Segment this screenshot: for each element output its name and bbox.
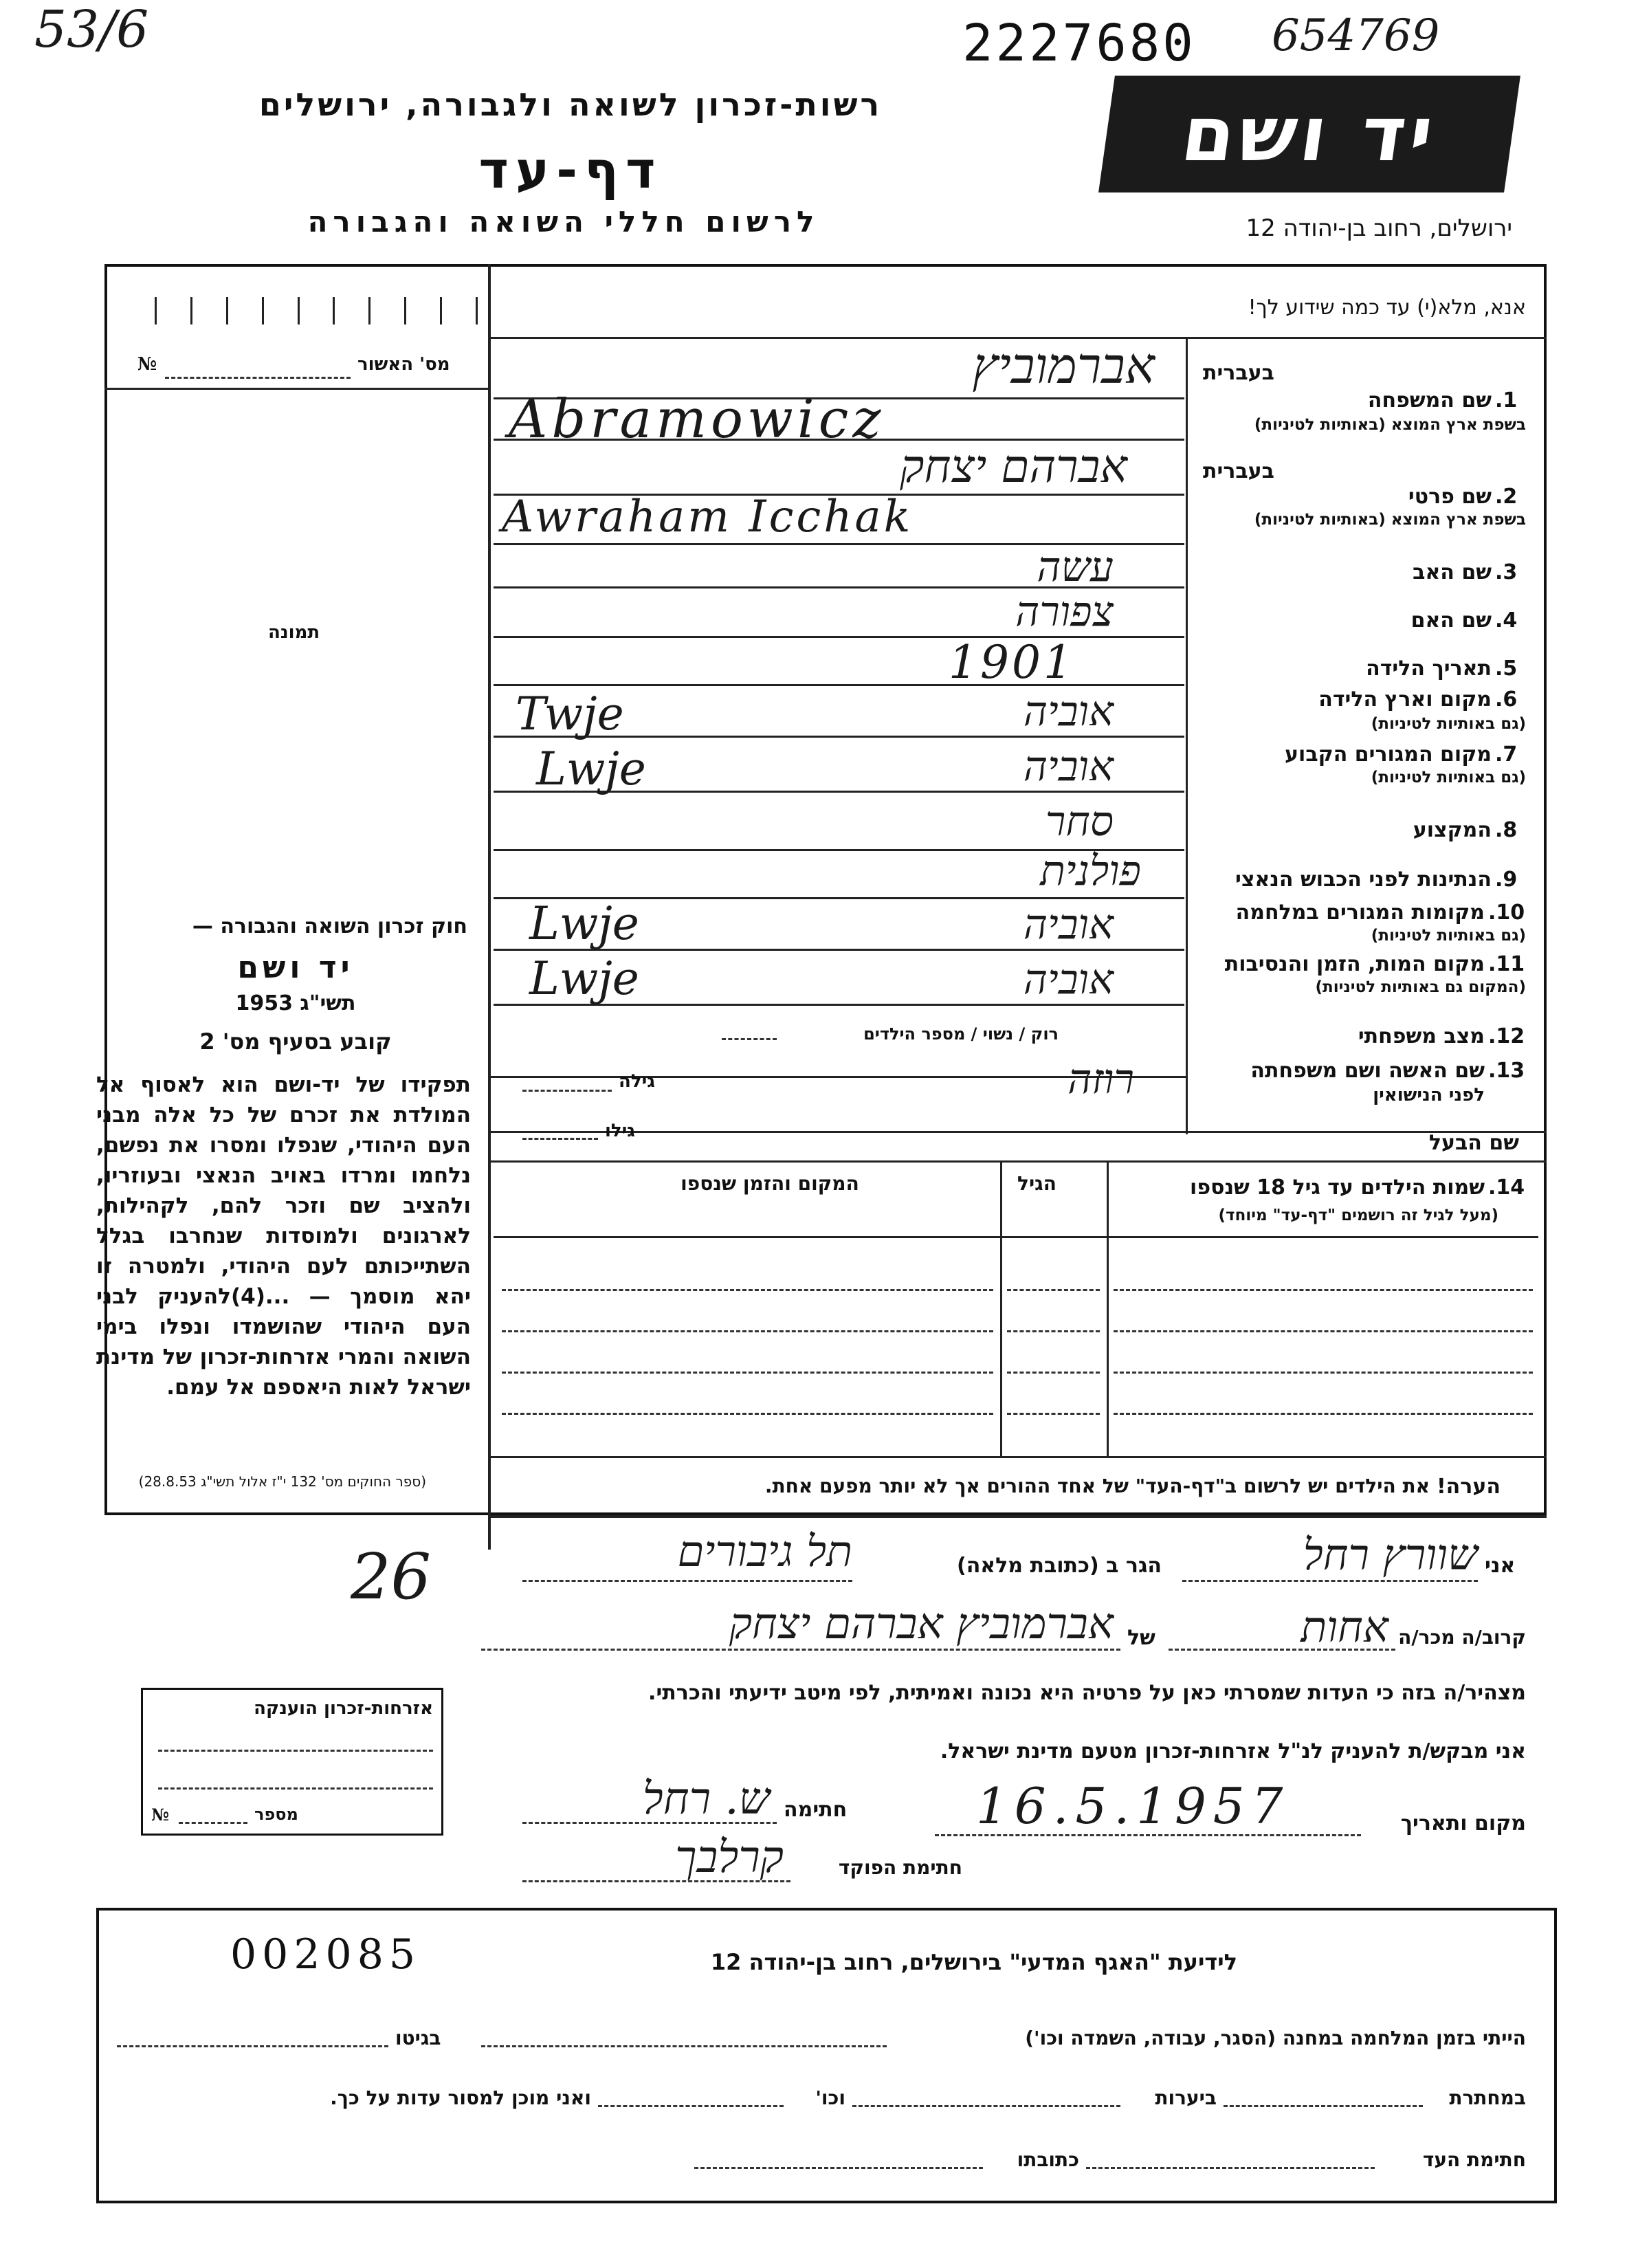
field-1-label: שם המשפחה bbox=[1367, 388, 1492, 412]
law-heading: חוק זכרון השואה והגבורה — bbox=[192, 914, 467, 938]
field-4-label: שם האם bbox=[1410, 608, 1492, 632]
children-top-line bbox=[488, 1160, 1547, 1163]
children-row-line bbox=[1114, 1289, 1533, 1291]
law-clause: קובע בסעיף מס' 2 bbox=[199, 1028, 392, 1055]
footer-witness-signature-label: חתימת העד bbox=[1422, 2148, 1526, 2171]
footer-forests-line bbox=[852, 2105, 1120, 2107]
field-14-number: 14. bbox=[1488, 1176, 1525, 1200]
corner-note: 53/6 bbox=[34, 0, 149, 59]
law-body: תפקידו של יד-ושם הוא לאסוף אל המולדת את זכרם של כל אלה מבני העם היהודי, שנפלו ומסרו את נפשם, נלחמו ומרדו באויב הנאצי ובעוזריו, ולהציב שם וזכר להם, לקהילות, לארגונים ולמוסדות שנחרבו בגלל השתייכותם לעם היהודי, ולמטרה זו יהא מוסמך — ...(4)להעניק לבני העם היהודי שהושמדו ונפלו בימי השואה והמרי אזרחות-זכרון של מדינת ישראל לאות היאספם אל עמם. bbox=[96, 1072, 471, 1400]
field-10-value-hebrew: אוביה bbox=[1023, 901, 1114, 949]
field-2-sub: בשפת ארץ המוצא (באותיות לטיניות) bbox=[1254, 511, 1526, 529]
children-row-line bbox=[1114, 1413, 1533, 1415]
field-6-sub: (גם באותיות לטיניות) bbox=[1371, 715, 1526, 733]
field-6-number: 6. bbox=[1495, 687, 1518, 712]
citizenship-line bbox=[158, 1750, 433, 1752]
field-11-value-hebrew: אוביה bbox=[1023, 956, 1114, 1004]
husband-age-line bbox=[522, 1138, 598, 1140]
yad-vashem-logo bbox=[1098, 76, 1520, 192]
signature-label: חתימה bbox=[784, 1798, 848, 1822]
footer-heading: לידיעת "האגף המדעי" בירושלים, רחוב בן-יהודה 12 bbox=[710, 1949, 1237, 1975]
field-7-value-latin: Lwje bbox=[536, 742, 646, 795]
children-place-header: המקום והזמן שנספו bbox=[680, 1172, 859, 1195]
field-3-number: 3. bbox=[1495, 560, 1518, 584]
field-1-value-hebrew: אברמוביץ bbox=[972, 337, 1155, 395]
instruction-text: אנא, מלא(י) עד כמה שידוע לך! bbox=[1248, 296, 1526, 320]
children-bottom-line bbox=[488, 1456, 1547, 1458]
of-value: אברמוביץ אברהם יצחק bbox=[729, 1598, 1114, 1649]
of-label: של bbox=[1127, 1626, 1155, 1650]
children-row-line bbox=[1114, 1372, 1533, 1374]
field-5-label: תאריך הלידה bbox=[1366, 657, 1492, 681]
field-3-value: עשה bbox=[1037, 543, 1114, 591]
footer-camp-label: הייתי בזמן המלחמה במחנה (הסגר, עבודה, השמדה וכו') bbox=[1025, 2027, 1526, 2049]
field-3-label: שם האב bbox=[1413, 560, 1492, 584]
declarant-name-line bbox=[1182, 1580, 1478, 1582]
of-line bbox=[481, 1649, 1120, 1651]
logo-text: יד ושם bbox=[1176, 90, 1443, 178]
field-9-number: 9. bbox=[1495, 868, 1518, 892]
row-line bbox=[494, 684, 1184, 686]
footer-forests-label: ביערות bbox=[1155, 2087, 1217, 2109]
law-name: יד ושם bbox=[237, 950, 354, 985]
field-5-value: 1901 bbox=[949, 636, 1075, 689]
living-label: הגר ב (כתובת מלאה) bbox=[956, 1554, 1162, 1578]
field-8-number: 8. bbox=[1495, 818, 1518, 842]
field-13-number: 13. bbox=[1488, 1059, 1525, 1083]
citizenship-title: אזרחות-זכרון הוענקה bbox=[254, 1698, 433, 1719]
children-row-line bbox=[1007, 1372, 1100, 1374]
field-1-sub: בשפת ארץ המוצא (באותיות לטיניות) bbox=[1254, 416, 1526, 434]
official-signature-line bbox=[522, 1880, 790, 1882]
citizenship-number-line bbox=[179, 1822, 247, 1824]
husband-label: שם הבעל bbox=[1428, 1131, 1519, 1155]
field-11-number: 11. bbox=[1488, 952, 1525, 976]
declarant-i-label: אני bbox=[1485, 1554, 1516, 1578]
field-8-value: סחר bbox=[1045, 797, 1114, 846]
note-text: את הילדים יש לרשום ב"דף-העד" של אחד ההורים אך לא יותר מפעם אחת. bbox=[764, 1475, 1430, 1497]
husband-age-label: גילו bbox=[605, 1121, 635, 1141]
signature-value: ש. רחל bbox=[642, 1774, 770, 1825]
field-14-sub: (מעל לגיל זה רושמים "דף-עד" מיוחד) bbox=[1218, 1207, 1498, 1224]
field-4-number: 4. bbox=[1495, 608, 1518, 632]
children-row-line bbox=[494, 1236, 1538, 1238]
label-column-divider bbox=[1186, 337, 1188, 1134]
field-11-value-latin: Lwje bbox=[529, 952, 639, 1005]
relation-line bbox=[1169, 1649, 1395, 1651]
footer-ghetto-label: בגיטו bbox=[395, 2027, 441, 2049]
official-signature-value: קרלבך bbox=[675, 1832, 784, 1883]
place-date-line bbox=[935, 1834, 1361, 1836]
address-line: ירושלים, רחוב בן-יהודה 12 bbox=[1246, 214, 1512, 242]
request-text: אני מבקש/ת להעניק לנ"ל אזרחות-זכרון מטעם מדינת ישראל. bbox=[940, 1739, 1526, 1763]
children-col-divider bbox=[1000, 1160, 1002, 1456]
field-11-sub: (המקום גם באותיות לטיניות) bbox=[1315, 978, 1526, 996]
citizenship-number-symbol: № bbox=[151, 1805, 170, 1825]
law-source: (ספר החוקים מס' 132 י"ז אלול תשי"ג 28.8.53) bbox=[138, 1473, 426, 1490]
field-2-value-hebrew: אברהם יצחק bbox=[900, 440, 1127, 493]
citizenship-number-label: מספר bbox=[254, 1805, 298, 1824]
declaration-text: מצהיר/ה בזה כי העדות שמסרתי כאן על פרטיה היא נכונה ואמיתית, לפי מיטב ידיעתי והכרתי. bbox=[648, 1681, 1526, 1705]
place-date-value: 16.5.1957 bbox=[976, 1777, 1290, 1835]
authority-line: רשות-זכרון לשואה ולגבורה, ירושלים bbox=[258, 86, 883, 123]
field-13-label: שם האשה ושם משפחתה bbox=[1250, 1059, 1485, 1083]
form-title: דף-עד bbox=[478, 141, 663, 200]
photo-label: תמונה bbox=[268, 622, 320, 643]
law-year: תשי"ג 1953 bbox=[235, 991, 356, 1015]
field-2-number: 2. bbox=[1495, 485, 1518, 509]
form-subtitle: לרשום חללי השואה והגבורה bbox=[307, 205, 820, 239]
form-number-stamp: 2227680 bbox=[962, 14, 1196, 73]
field-2-label: שם פרטי bbox=[1408, 485, 1492, 509]
children-row-line bbox=[1007, 1330, 1100, 1332]
footer-address-label: כתובתו bbox=[1017, 2148, 1079, 2171]
children-row-line bbox=[502, 1413, 993, 1415]
note-label: הערה! bbox=[1437, 1475, 1501, 1499]
approval-divider bbox=[104, 388, 488, 390]
citizenship-line bbox=[158, 1787, 433, 1790]
field-10-sub: (גם באותיות לטיניות) bbox=[1371, 927, 1526, 945]
row-line bbox=[494, 636, 1184, 638]
field-12-sub: רוק / נשוי / מספר הילדים bbox=[863, 1024, 1059, 1044]
field-9-value: פולנית bbox=[1040, 847, 1141, 895]
approval-number-line bbox=[165, 377, 351, 379]
place-date-label: מקום ותאריך bbox=[1400, 1812, 1526, 1836]
lang-hebrew-2: בעברית bbox=[1203, 459, 1274, 483]
field-1-value-latin: Abramowicz bbox=[509, 388, 885, 450]
field-5-number: 5. bbox=[1495, 657, 1518, 681]
footer-underground-label: במחתרת bbox=[1449, 2087, 1526, 2109]
children-row-line bbox=[502, 1330, 993, 1332]
children-row-line bbox=[1007, 1413, 1100, 1415]
children-row-line bbox=[502, 1372, 993, 1374]
children-col-divider bbox=[1107, 1160, 1109, 1456]
field-7-label: מקום המגורים הקבוע bbox=[1285, 742, 1492, 767]
signature-line bbox=[522, 1822, 777, 1824]
field-13-sub: לפני הנישואין bbox=[1373, 1085, 1485, 1105]
field-6-value-latin: Twje bbox=[516, 687, 624, 740]
children-age-header: הגיל bbox=[1017, 1172, 1056, 1195]
living-value: תל גיבורים bbox=[677, 1526, 852, 1576]
approval-ticks bbox=[155, 297, 478, 324]
children-row-line bbox=[502, 1289, 993, 1291]
field-6-label: מקום וארץ הלידה bbox=[1318, 687, 1492, 712]
handwritten-number: 654769 bbox=[1272, 10, 1440, 61]
footer-address-line bbox=[694, 2167, 983, 2169]
footer-witness-signature-line bbox=[1086, 2167, 1375, 2169]
field-1-number: 1. bbox=[1495, 388, 1518, 412]
declarant-name: שוורץ רחל bbox=[1303, 1530, 1478, 1580]
footer-testimony-text: ואני מוכן למסור עדות על כך. bbox=[330, 2087, 591, 2109]
field-7-value-hebrew: אוביה bbox=[1023, 742, 1114, 791]
field-8-label: המקצוע bbox=[1413, 818, 1492, 842]
field-10-label: מקומות המגורים במלחמה bbox=[1235, 901, 1485, 925]
field-12-number: 12. bbox=[1488, 1024, 1525, 1048]
field-4-value: צפורה bbox=[1015, 588, 1114, 636]
field-7-sub: (גם באותיות לטיניות) bbox=[1371, 769, 1526, 786]
relation-value: אחות bbox=[1301, 1602, 1388, 1652]
field-6-value-hebrew: אוביה bbox=[1023, 687, 1114, 736]
note-bottom-line bbox=[488, 1515, 1547, 1518]
field-2-value-latin: Awraham Icchak bbox=[502, 492, 914, 542]
margin-number: 26 bbox=[351, 1540, 432, 1614]
field-9-label: הנתינות לפני הכבוש הנאצי bbox=[1235, 868, 1492, 892]
footer-etc-label: וכו' bbox=[815, 2087, 845, 2109]
field-11-label: מקום המות, הזמן והנסיבות bbox=[1224, 952, 1485, 976]
field-12-line bbox=[722, 1038, 777, 1040]
footer-ghetto-line bbox=[117, 2045, 388, 2047]
field-14-label: שמות הילדים עד גיל 18 שנספו bbox=[1190, 1176, 1485, 1200]
approval-number-symbol: № bbox=[137, 354, 157, 375]
footer-serial: 002085 bbox=[230, 1930, 421, 1979]
field-10-number: 10. bbox=[1488, 901, 1525, 925]
approval-number-label: מס' האשור bbox=[357, 354, 450, 375]
relation-label: קרוב/ה מכר/ה bbox=[1398, 1626, 1526, 1649]
footer-underground-line bbox=[1224, 2105, 1423, 2107]
field-10-value-latin: Lwje bbox=[529, 897, 639, 950]
left-column-divider bbox=[488, 264, 491, 1550]
field-12-label: מצב משפחתי bbox=[1358, 1024, 1485, 1048]
children-row-line bbox=[1007, 1289, 1100, 1291]
field-13-value: רוזה bbox=[1067, 1055, 1134, 1103]
field-13-age-label: גילה bbox=[619, 1071, 655, 1092]
field-13-age-line bbox=[522, 1090, 612, 1092]
field-7-number: 7. bbox=[1495, 742, 1518, 767]
children-row-line bbox=[1114, 1330, 1533, 1332]
lang-hebrew-1: בעברית bbox=[1203, 361, 1274, 385]
footer-etc-line bbox=[598, 2105, 784, 2107]
living-line bbox=[522, 1580, 852, 1582]
official-signature-label: חתימת הפוקד bbox=[838, 1856, 962, 1879]
footer-camp-line bbox=[481, 2045, 887, 2047]
